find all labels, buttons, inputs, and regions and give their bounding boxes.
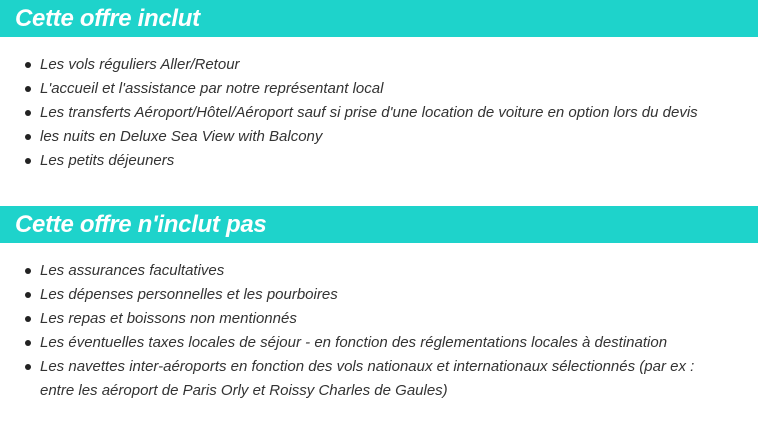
list-item: Les transferts Aéroport/Hôtel/Aéroport sauf si prise d'une location de voiture en option lors du devis	[0, 101, 758, 125]
list-item: L'accueil et l'assistance par notre représentant local	[0, 77, 758, 101]
list-item: Les vols réguliers Aller/Retour	[0, 53, 758, 77]
list-item: Les repas et boissons non mentionnés	[0, 307, 758, 331]
list-item: les nuits en Deluxe Sea View with Balcony	[0, 125, 758, 149]
list-item: Les navettes inter-aéroports en fonction des vols nationaux et internationaux sélectionnés (par ex : entre les aéroport de Paris Orly et Roissy Charles de Gaules)	[0, 355, 758, 403]
list-item: Les dépenses personnelles et les pourboires	[0, 283, 758, 307]
list-item: Les éventuelles taxes locales de séjour - en fonction des réglementations locales à destination	[0, 331, 758, 355]
included-header: Cette offre inclut	[0, 0, 758, 37]
list-item: Les petits déjeuners	[0, 149, 758, 173]
excluded-header: Cette offre n'inclut pas	[0, 206, 758, 243]
excluded-list	[0, 243, 758, 403]
included-list	[0, 37, 758, 206]
included-section	[0, 0, 758, 206]
list-item: Les assurances facultatives	[0, 259, 758, 283]
excluded-section	[0, 206, 758, 403]
